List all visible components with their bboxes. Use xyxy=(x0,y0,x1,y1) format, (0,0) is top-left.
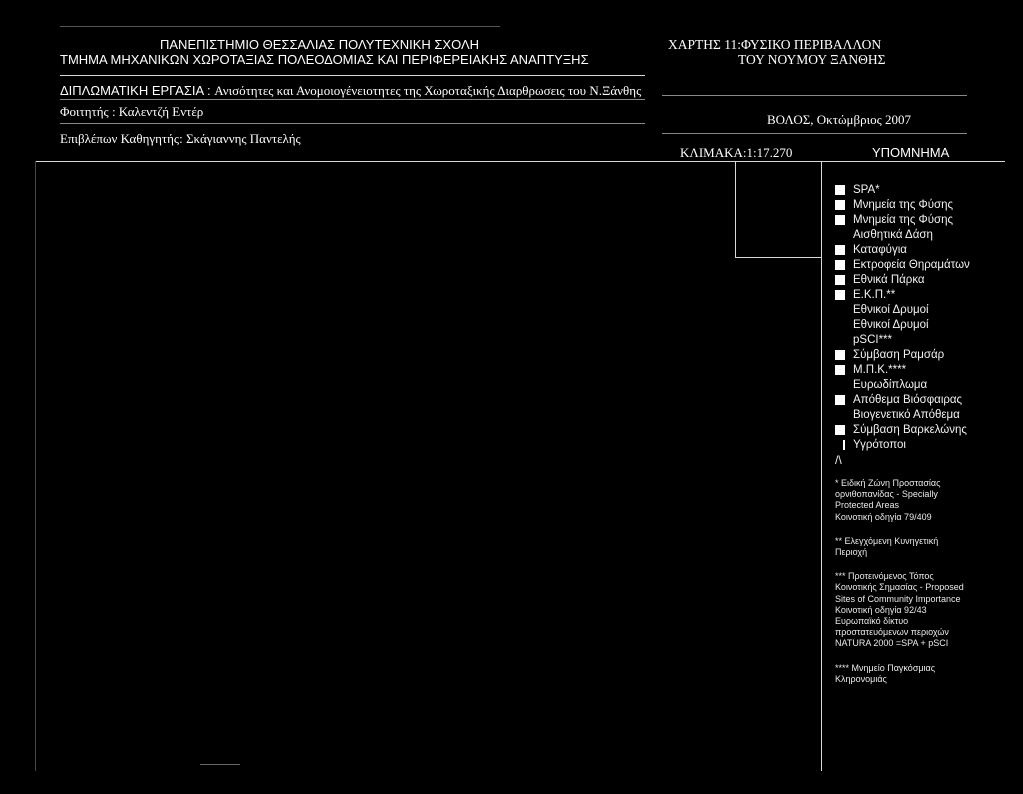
map-frame-bottom-mark xyxy=(200,764,240,765)
header-rule-right-2 xyxy=(662,133,967,134)
header-rule-right-1 xyxy=(662,95,967,96)
student-name: Φοιτητής : Καλεντζή Εντέρ xyxy=(60,104,204,119)
thesis-label: ΔΙΠΛΩΜΑΤΙΚΗ ΕΡΓΑΣΙΑ : xyxy=(60,83,215,98)
legend-divider xyxy=(821,161,822,771)
legend-item: Μνημεία της Φύσης xyxy=(835,197,1010,212)
legend-line-swatch xyxy=(843,440,845,450)
note-mpk: **** Μνημείο Παγκόσμιας Κληρονομιάς xyxy=(835,662,936,684)
legend-item: Ευρωδίπλωμα xyxy=(853,378,928,391)
legend-swatch xyxy=(835,215,845,225)
map-frame-top xyxy=(35,161,1005,162)
legend-item: Υγρότοποι xyxy=(835,437,1010,452)
legend-item: Απόθεμα Βιόσφαιρας xyxy=(835,392,1010,407)
legend-swatch xyxy=(835,245,845,255)
scale-label: ΚΛΙΜΑΚΑ:1:17.270 xyxy=(680,145,793,160)
supervisor-name: Επιβλέπων Καθηγητής: Σκάγιαννης Παντελής xyxy=(60,131,301,146)
legend-item: Αισθητικά Δάση xyxy=(853,228,933,241)
legend-item: Καταφύγια xyxy=(835,242,1010,257)
header-rule-3 xyxy=(60,123,645,124)
university-title: ΠΑΝΕΠΙΣΤΗΜΙΟ ΘΕΣΣΑΛΙΑΣ ΠΟΛΥΤΕΧΝΙΚΗ ΣΧΟΛΗ xyxy=(160,37,480,52)
header-rule-top xyxy=(60,26,500,27)
place-date: ΒΟΛΟΣ, Οκτώμβριος 2007 xyxy=(767,112,911,127)
legend-item: Ε.Κ.Π.** xyxy=(835,287,1010,302)
map-title-line1: ΧΑΡΤΗΣ 11:ΦΥΣΙΚΟ ΠΕΡΙΒΑΛΛΟΝ xyxy=(668,37,882,52)
header-rule-2 xyxy=(60,99,645,100)
legend-swatch xyxy=(835,425,845,435)
legend-swatch xyxy=(835,275,845,285)
legend-item: pSCI*** xyxy=(853,333,892,346)
header-rule-1 xyxy=(60,75,645,76)
legend-swatch xyxy=(835,395,845,405)
legend-item: Σύμβαση Βαρκελώνης xyxy=(835,422,1010,437)
legend-notes xyxy=(835,478,1015,698)
triangle-icon: /\ xyxy=(835,452,842,467)
legend-swatch xyxy=(835,200,845,210)
department-title: ΤΜΗΜΑ ΜΗΧΑΝΙΚΩΝ ΧΩΡΟΤΑΞΙΑΣ ΠΟΛΕΟΔΟΜΙΑΣ ΚΑΙ ΠΕΡΙΦΕΡΕΙΑΚΗΣ ΑΝΑΠΤΥΞΗΣ xyxy=(60,52,589,67)
legend-item: Εκτροφεία Θηραμάτων xyxy=(835,257,1010,272)
thesis-title: Ανισότητες και Ανομοιογένειοτητες της Χωροταξικής Διαρθρωσεις του Ν.Ξάνθης xyxy=(214,83,642,98)
legend-triangle-row xyxy=(835,452,1010,467)
legend-item: Σύμβαση Ραμσάρ xyxy=(835,347,1010,362)
legend xyxy=(835,182,1010,467)
legend-title: ΥΠΟΜΝΗΜΑ xyxy=(872,145,950,160)
legend-swatch xyxy=(835,185,845,195)
legend-swatch xyxy=(835,365,845,375)
legend-swatch xyxy=(835,290,845,300)
legend-item: SPA* xyxy=(835,182,1010,197)
note-ekp: ** Ελεγχόμενη Κυνηγετική Περιοχή xyxy=(835,535,939,558)
note-spa: * Ειδική Ζώνη Προστασίας ορνιθοπανίδας - Specially Protected Areas Κοινοτική οδηγία 79/409 xyxy=(835,478,941,522)
legend-item: Βιογενετικό Απόθεμα xyxy=(853,408,960,421)
map-frame-left xyxy=(35,161,36,771)
legend-swatch xyxy=(835,350,845,360)
legend-item: Εθνικοί Δρυμοί xyxy=(853,303,929,316)
legend-swatch xyxy=(835,260,845,270)
note-psci: *** Προτεινόμενος Τόπος Κοινοτικής Σημασίας - Proposed Sites of Community Importance Κοινοτική οδηγία 92/43 Ευρωπαϊκό δίκτυο προστατευόμενων περιοχών NATURA 2000 =SPA + pSCI xyxy=(835,571,964,649)
legend-item: Μ.Π.Κ.**** xyxy=(835,362,1010,377)
thesis-line xyxy=(60,83,641,98)
legend-item: Εθνικά Πάρκα xyxy=(835,272,1010,287)
legend-item: Εθνικοί Δρυμοί xyxy=(853,318,929,331)
legend-item: Μνημεία της Φύσης xyxy=(835,212,1010,227)
map-title-line2: ΤΟΥ ΝΟΥΜΟΥ ΞΑΝΘΗΣ xyxy=(738,52,886,67)
inset-map-box xyxy=(735,162,821,258)
